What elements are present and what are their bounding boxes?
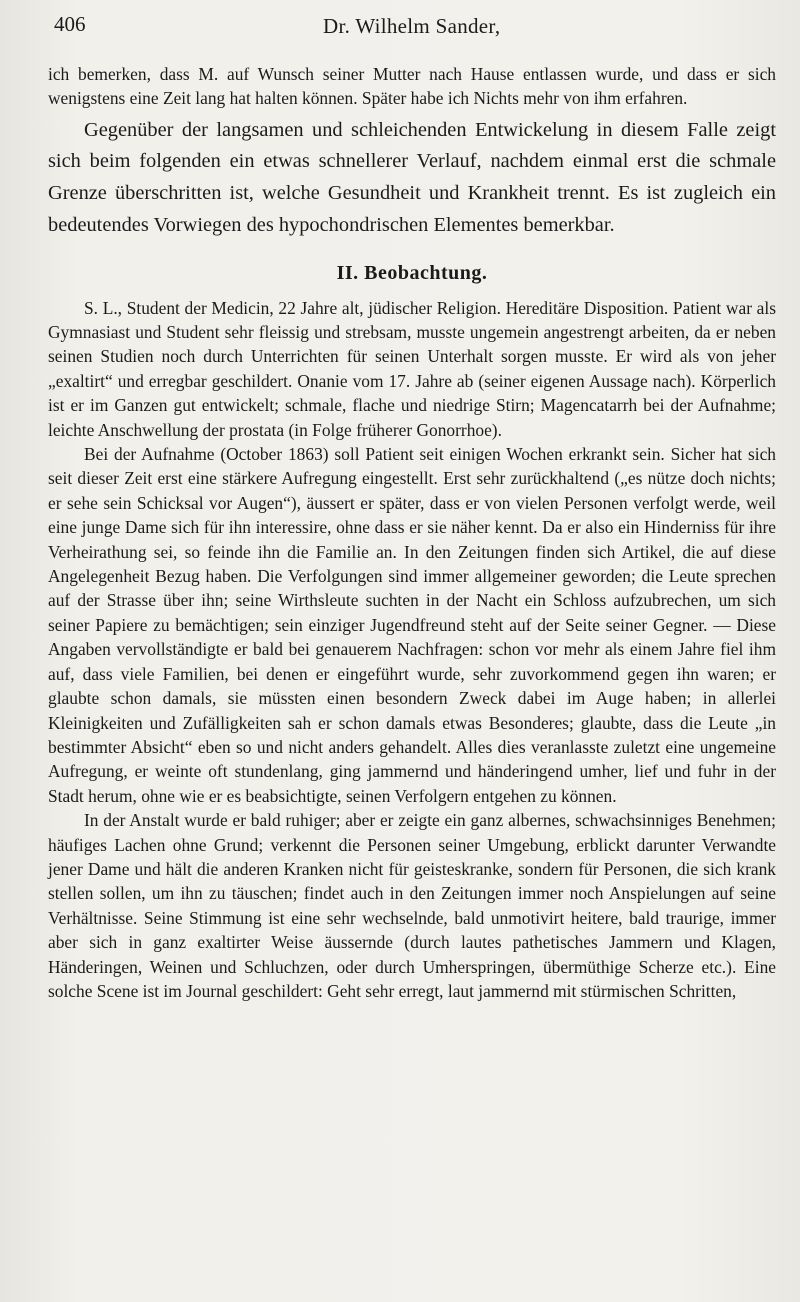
running-head: Dr. Wilhelm Sander,	[323, 14, 501, 38]
paragraph-5: In der Anstalt wurde er bald ruhiger; aber er zeigte ein ganz albernes, schwachsinniges Benehmen; häufiges Lachen ohne Grund; verkennt die Personen seiner Umgebung, erblickt darunter Verwandte jener Dame und hält die anderen Kranken nicht für geisteskranke, sondern für Personen, die sich krank stellen sollen, um ihn zu täuschen; findet auch in den Zeitungen immer noch Anspielungen auf seine Verhältnisse. Seine Stimmung ist eine sehr wechselnde, bald unmotivirt heitere, bald traurige, immer aber sich in ganz exaltirter Weise äussernde (durch lautes pathetisches Jammern und Klagen, Händeringen, Weinen und Schluchzen, oder durch Umherspringen, übermüthige Scherze etc.). Eine solche Scene ist im Journal geschildert: Geht sehr erregt, laut jammernd mit stürmischen Schritten,	[48, 810, 776, 1001]
paragraph-3: S. L., Student der Medicin, 22 Jahre alt, jüdischer Religion. Hereditäre Disposition. Patient war als Gymnasiast und Student sehr fleissig und strebsam, musste ungemein angestrengt arbeiten, da er neben seinen Studien noch durch Unterrichten für seinen Unterhalt sorgen musste. Er wird als von jeher „exaltirt“ und erregbar geschildert. Onanie vom 17. Jahre ab (seiner eigenen Aussage nach). Körperlich ist er im Ganzen gut entwickelt; schmale, flache und niedrige Stirn; Magencatarrh bei der Aufnahme; leichte Anschwellung der prostata (in Folge früherer Gonorrhoe).	[48, 297, 776, 440]
paragraph-2: Gegenüber der langsamen und schleichenden Entwickelung in diesem Falle zeigt sich beim folgenden ein etwas schnellerer Verlauf, nachdem einmal erst die schmale Grenze überschritten ist, welche Gesundheit und Krankheit trennt. Es ist zugleich ein bedeutendes Vorwiegen des hypochondrischen Elementes bemerkbar.	[48, 118, 776, 236]
page-header	[48, 6, 776, 42]
section-title: II. Beobachtung.	[336, 262, 488, 285]
paragraph-4: Bei der Aufnahme (October 1863) soll Patient seit einigen Wochen erkrankt sein. Sicher hat sich seit dieser Zeit erst eine stärkere Aufregung eingestellt. Erst sehr zurückhaltend („es nütze doch nichts; er sehe sein Schicksal vor Augen“), äussert er später, dass er von vielen Personen verfolgt werde, weil eine junge Dame sich für ihn interessire, ohne dass er sie näher kennt. Da er also ein Hinderniss für ihre Verheirathung sei, so feinde ihn die Familie an. In den Zeitungen finden sich Artikel, die auf diese Angelegenheit Bezug haben. Die Verfolgungen sind immer allgemeiner geworden; die Leute sprechen auf der Strasse über ihn; seine Wirthsleute suchten in der Nacht ein Schloss aufzubrechen, um sich seiner Papiere zu bemächtigen; sein einziger Jugendfreund steht auf der Seite seiner Gegner. — Diese Angaben vervollständigte er bald bei genauerem Nachfragen: schon vor mehr als einem Jahre fiel ihm auf, dass viele Familien, bei denen er eingeführt wurde, sehr zuvorkommend gegen ihn waren; er glaubte schon damals, sie müssten einen besondern Zweck dabei im Auge haben; in allerlei Kleinigkeiten und Zufälligkeiten sah er schon damals etwas Besonderes; glaubte, dass die Leute „in bestimmter Absicht“ eben so und nicht anders gehandelt. Alles dies veranlasste zuletzt eine ungemeine Aufregung, er weinte oft stundenlang, ging jammernd und händeringend umher, lief und fuhr in der Stadt herum, ohne wie er es beabsichtigte, seinen Verfolgern entgehen zu können.	[48, 444, 776, 806]
page-body	[48, 62, 776, 1003]
page-number: 406	[54, 12, 86, 36]
paragraph-1: ich bemerken, dass M. auf Wunsch seiner Mutter nach Hause entlassen wurde, und dass er sich wenigstens eine Zeit lang hat halten können. Später habe ich Nichts mehr von ihm erfahren.	[48, 64, 776, 109]
